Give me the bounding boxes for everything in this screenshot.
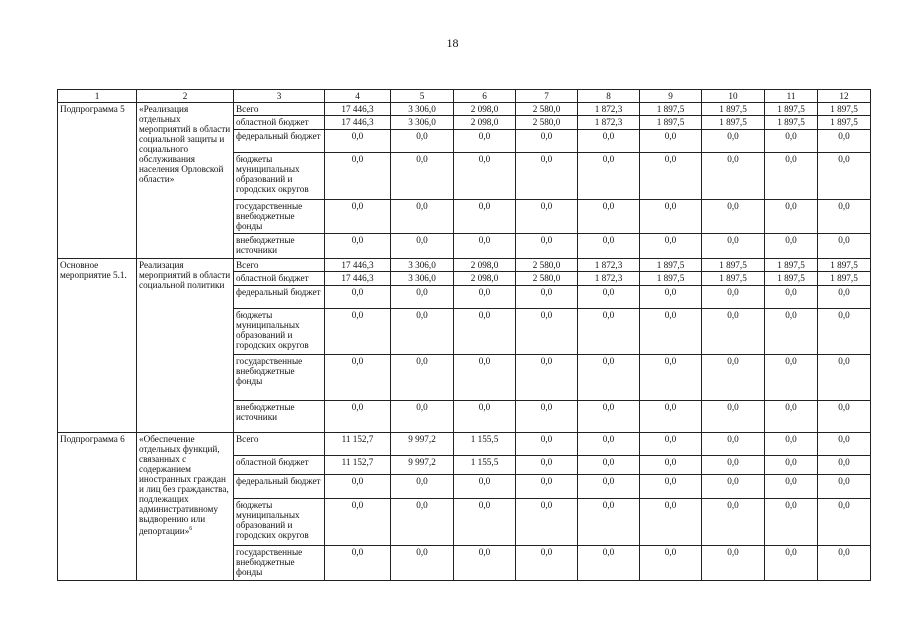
program-description-cell xyxy=(137,102,234,258)
amount-cell: 0,0 xyxy=(516,152,578,199)
program-description-cell xyxy=(137,433,234,581)
amount-cell: 1 897,5 xyxy=(818,116,871,130)
funding-source-cell: Всего xyxy=(234,258,325,272)
amount-cell: 0,0 xyxy=(702,354,765,400)
amount-cell: 0,0 xyxy=(578,475,640,499)
amount-cell: 0,0 xyxy=(391,285,454,308)
amount-cell: 0,0 xyxy=(325,152,391,199)
amount-cell: 1 897,5 xyxy=(640,258,702,272)
amount-cell: 0,0 xyxy=(578,456,640,475)
amount-cell: 2 098,0 xyxy=(454,102,516,116)
amount-cell: 0,0 xyxy=(702,308,765,354)
amount-cell: 17 446,3 xyxy=(325,102,391,116)
amount-cell: 0,0 xyxy=(325,499,391,546)
amount-cell: 0,0 xyxy=(765,234,818,258)
amount-cell: 1 897,5 xyxy=(818,258,871,272)
funding-source-cell: бюджеты муниципальных образований и городских округов xyxy=(234,499,325,546)
amount-cell: 0,0 xyxy=(578,400,640,432)
amount-cell: 0,0 xyxy=(765,546,818,581)
amount-cell: 0,0 xyxy=(578,546,640,581)
amount-cell: 0,0 xyxy=(578,234,640,258)
amount-cell: 0,0 xyxy=(391,400,454,432)
amount-cell: 0,0 xyxy=(818,354,871,400)
amount-cell: 0,0 xyxy=(702,456,765,475)
amount-cell: 0,0 xyxy=(702,400,765,432)
amount-cell: 0,0 xyxy=(325,129,391,152)
amount-cell: 0,0 xyxy=(578,433,640,456)
column-number: 9 xyxy=(640,90,702,103)
amount-cell: 0,0 xyxy=(702,234,765,258)
amount-cell: 1 897,5 xyxy=(640,102,702,116)
table-row xyxy=(58,102,871,116)
budget-table xyxy=(57,89,871,581)
amount-cell: 0,0 xyxy=(702,499,765,546)
amount-cell: 3 306,0 xyxy=(391,102,454,116)
amount-cell: 1 872,3 xyxy=(578,258,640,272)
amount-cell: 0,0 xyxy=(391,475,454,499)
amount-cell: 0,0 xyxy=(516,129,578,152)
program-name-cell: Подпрограмма 6 xyxy=(58,433,137,581)
amount-cell: 1 897,5 xyxy=(640,116,702,130)
amount-cell: 1 897,5 xyxy=(818,102,871,116)
amount-cell: 0,0 xyxy=(578,285,640,308)
amount-cell: 0,0 xyxy=(640,129,702,152)
column-number: 11 xyxy=(765,90,818,103)
amount-cell: 9 997,2 xyxy=(391,456,454,475)
column-number: 1 xyxy=(58,90,137,103)
amount-cell: 0,0 xyxy=(454,546,516,581)
column-number: 4 xyxy=(325,90,391,103)
funding-source-cell: федеральный бюджет xyxy=(234,475,325,499)
amount-cell: 0,0 xyxy=(640,354,702,400)
amount-cell: 0,0 xyxy=(516,354,578,400)
amount-cell: 0,0 xyxy=(516,456,578,475)
amount-cell: 0,0 xyxy=(516,199,578,234)
amount-cell: 0,0 xyxy=(702,285,765,308)
amount-cell: 0,0 xyxy=(391,499,454,546)
amount-cell: 0,0 xyxy=(765,199,818,234)
amount-cell: 2 580,0 xyxy=(516,258,578,272)
amount-cell: 1 872,3 xyxy=(578,272,640,286)
amount-cell: 0,0 xyxy=(578,199,640,234)
amount-cell: 2 580,0 xyxy=(516,102,578,116)
amount-cell: 0,0 xyxy=(818,499,871,546)
amount-cell: 0,0 xyxy=(765,129,818,152)
amount-cell: 0,0 xyxy=(640,475,702,499)
amount-cell: 0,0 xyxy=(765,456,818,475)
amount-cell: 0,0 xyxy=(765,285,818,308)
amount-cell: 0,0 xyxy=(818,199,871,234)
amount-cell: 0,0 xyxy=(702,546,765,581)
amount-cell: 2 098,0 xyxy=(454,258,516,272)
amount-cell: 0,0 xyxy=(640,285,702,308)
amount-cell: 0,0 xyxy=(765,400,818,432)
amount-cell: 0,0 xyxy=(640,456,702,475)
amount-cell: 11 152,7 xyxy=(325,433,391,456)
column-number: 5 xyxy=(391,90,454,103)
amount-cell: 0,0 xyxy=(391,152,454,199)
amount-cell: 0,0 xyxy=(818,475,871,499)
amount-cell: 0,0 xyxy=(578,129,640,152)
amount-cell: 0,0 xyxy=(454,199,516,234)
column-number: 3 xyxy=(234,90,325,103)
amount-cell: 0,0 xyxy=(391,234,454,258)
amount-cell: 0,0 xyxy=(516,234,578,258)
program-name-cell: Основное мероприятие 5.1. xyxy=(58,258,137,433)
column-number: 7 xyxy=(516,90,578,103)
funding-source-cell: бюджеты муниципальных образований и городских округов xyxy=(234,308,325,354)
column-number: 8 xyxy=(578,90,640,103)
amount-cell: 0,0 xyxy=(325,475,391,499)
amount-cell: 0,0 xyxy=(325,546,391,581)
amount-cell: 2 098,0 xyxy=(454,272,516,286)
amount-cell: 0,0 xyxy=(765,433,818,456)
funding-source-cell: государственные внебюджетные фонды xyxy=(234,199,325,234)
amount-cell: 0,0 xyxy=(578,152,640,199)
amount-cell: 1 897,5 xyxy=(702,102,765,116)
funding-source-cell: Всего xyxy=(234,102,325,116)
amount-cell: 1 155,5 xyxy=(454,433,516,456)
amount-cell: 0,0 xyxy=(765,152,818,199)
amount-cell: 0,0 xyxy=(391,199,454,234)
amount-cell: 1 155,5 xyxy=(454,456,516,475)
amount-cell: 0,0 xyxy=(702,199,765,234)
funding-source-cell: государственные внебюджетные фонды xyxy=(234,354,325,400)
funding-source-cell: областной бюджет xyxy=(234,272,325,286)
column-number: 2 xyxy=(137,90,234,103)
amount-cell: 3 306,0 xyxy=(391,116,454,130)
amount-cell: 0,0 xyxy=(516,308,578,354)
amount-cell: 11 152,7 xyxy=(325,456,391,475)
amount-cell: 1 897,5 xyxy=(640,272,702,286)
program-description-text: Реализация мероприятий в области социальной политики xyxy=(139,259,231,290)
amount-cell: 0,0 xyxy=(454,308,516,354)
amount-cell: 1 897,5 xyxy=(765,258,818,272)
amount-cell: 0,0 xyxy=(702,129,765,152)
amount-cell: 0,0 xyxy=(391,308,454,354)
amount-cell: 0,0 xyxy=(454,499,516,546)
amount-cell: 1 897,5 xyxy=(702,116,765,130)
amount-cell: 0,0 xyxy=(765,499,818,546)
amount-cell: 1 897,5 xyxy=(765,116,818,130)
amount-cell: 0,0 xyxy=(454,475,516,499)
amount-cell: 0,0 xyxy=(818,129,871,152)
amount-cell: 0,0 xyxy=(454,234,516,258)
table-row xyxy=(58,433,871,456)
amount-cell: 0,0 xyxy=(454,152,516,199)
page-number: 18 xyxy=(446,36,459,50)
amount-cell: 0,0 xyxy=(325,199,391,234)
amount-cell: 0,0 xyxy=(578,308,640,354)
amount-cell: 0,0 xyxy=(516,499,578,546)
amount-cell: 1 897,5 xyxy=(702,272,765,286)
amount-cell: 1 897,5 xyxy=(765,272,818,286)
amount-cell: 0,0 xyxy=(325,234,391,258)
funding-source-cell: областной бюджет xyxy=(234,116,325,130)
amount-cell: 0,0 xyxy=(454,354,516,400)
column-number: 10 xyxy=(702,90,765,103)
funding-source-cell: областной бюджет xyxy=(234,456,325,475)
funding-source-cell: государственные внебюджетные фонды xyxy=(234,546,325,581)
funding-source-cell: бюджеты муниципальных образований и городских округов xyxy=(234,152,325,199)
program-description-text: «Реализация отдельных мероприятий в области социальной защиты и социального обслуживания населения Орловской области» xyxy=(139,103,231,184)
amount-cell: 0,0 xyxy=(325,400,391,432)
amount-cell: 0,0 xyxy=(640,499,702,546)
amount-cell: 1 872,3 xyxy=(578,116,640,130)
amount-cell: 0,0 xyxy=(454,400,516,432)
amount-cell: 0,0 xyxy=(818,433,871,456)
amount-cell: 0,0 xyxy=(516,546,578,581)
funding-source-cell: Всего xyxy=(234,433,325,456)
amount-cell: 0,0 xyxy=(765,308,818,354)
funding-source-cell: федеральный бюджет xyxy=(234,285,325,308)
amount-cell: 2 098,0 xyxy=(454,116,516,130)
amount-cell: 0,0 xyxy=(765,475,818,499)
amount-cell: 0,0 xyxy=(391,546,454,581)
amount-cell: 0,0 xyxy=(578,499,640,546)
amount-cell: 0,0 xyxy=(640,152,702,199)
amount-cell: 9 997,2 xyxy=(391,433,454,456)
amount-cell: 0,0 xyxy=(391,354,454,400)
amount-cell: 0,0 xyxy=(702,433,765,456)
program-description-cell xyxy=(137,258,234,433)
amount-cell: 0,0 xyxy=(818,400,871,432)
amount-cell: 0,0 xyxy=(454,129,516,152)
funding-source-cell: внебюджетные источники xyxy=(234,400,325,432)
amount-cell: 0,0 xyxy=(640,433,702,456)
amount-cell: 0,0 xyxy=(640,308,702,354)
amount-cell: 0,0 xyxy=(325,354,391,400)
amount-cell: 0,0 xyxy=(640,400,702,432)
amount-cell: 0,0 xyxy=(516,433,578,456)
amount-cell: 0,0 xyxy=(640,234,702,258)
amount-cell: 17 446,3 xyxy=(325,272,391,286)
amount-cell: 0,0 xyxy=(516,475,578,499)
amount-cell: 2 580,0 xyxy=(516,272,578,286)
amount-cell: 0,0 xyxy=(818,546,871,581)
amount-cell: 3 306,0 xyxy=(391,258,454,272)
amount-cell: 3 306,0 xyxy=(391,272,454,286)
amount-cell: 0,0 xyxy=(818,285,871,308)
amount-cell: 0,0 xyxy=(702,152,765,199)
amount-cell: 0,0 xyxy=(818,456,871,475)
amount-cell: 0,0 xyxy=(818,152,871,199)
amount-cell: 0,0 xyxy=(765,354,818,400)
amount-cell: 2 580,0 xyxy=(516,116,578,130)
column-number-row xyxy=(58,90,871,103)
amount-cell: 0,0 xyxy=(516,285,578,308)
program-description-text: «Обеспечение отдельных функций, связанных с содержанием иностранных граждан и лиц без гражданства, подлежащих административному выдворению или депортации» xyxy=(139,434,229,537)
footnote-marker: 6 xyxy=(189,526,193,533)
amount-cell: 0,0 xyxy=(454,285,516,308)
program-name-cell: Подпрограмма 5 xyxy=(58,102,137,258)
amount-cell: 0,0 xyxy=(391,129,454,152)
funding-source-cell: федеральный бюджет xyxy=(234,129,325,152)
amount-cell: 0,0 xyxy=(702,475,765,499)
column-number: 12 xyxy=(818,90,871,103)
amount-cell: 0,0 xyxy=(578,354,640,400)
table-row xyxy=(58,258,871,272)
amount-cell: 0,0 xyxy=(818,308,871,354)
amount-cell: 0,0 xyxy=(325,308,391,354)
amount-cell: 0,0 xyxy=(325,285,391,308)
amount-cell: 1 872,3 xyxy=(578,102,640,116)
amount-cell: 17 446,3 xyxy=(325,258,391,272)
amount-cell: 17 446,3 xyxy=(325,116,391,130)
amount-cell: 0,0 xyxy=(516,400,578,432)
amount-cell: 1 897,5 xyxy=(702,258,765,272)
amount-cell: 0,0 xyxy=(640,546,702,581)
amount-cell: 0,0 xyxy=(818,234,871,258)
amount-cell: 1 897,5 xyxy=(818,272,871,286)
amount-cell: 0,0 xyxy=(640,199,702,234)
column-number: 6 xyxy=(454,90,516,103)
funding-source-cell: внебюджетные источники xyxy=(234,234,325,258)
amount-cell: 1 897,5 xyxy=(765,102,818,116)
